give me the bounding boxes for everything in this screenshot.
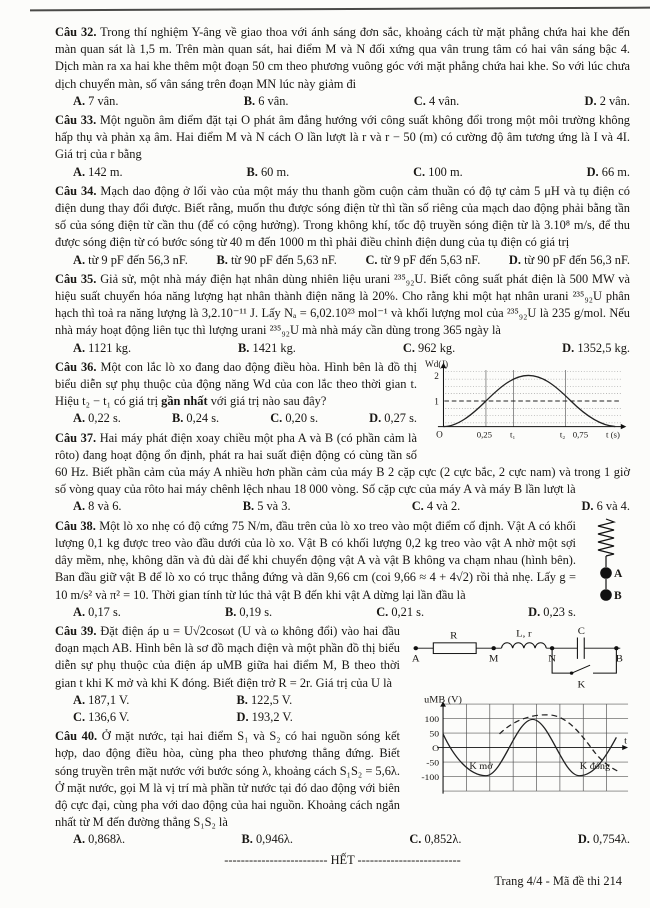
- y-axis-label: uMB (V): [424, 694, 462, 706]
- question-34: [55, 183, 630, 269]
- option-d: D. 2 vân.: [584, 93, 630, 108]
- option-c: C. 4 vân.: [413, 93, 460, 108]
- option-a: A. 0,17 s.: [73, 604, 121, 619]
- option-c: C. 0,20 s.: [270, 411, 319, 426]
- spring-two-masses-figure: [584, 518, 630, 615]
- option-a: A. 0,22 s.: [73, 411, 121, 426]
- page-top-rule: [30, 7, 650, 12]
- question-37-text: Câu 37. Hai máy phát điện xoay chiều một pha A và B (có phần cảm là rôto) đang hoạt động ổn định, phát ra hai suất điện động có cùng tần số 60 Hz. Biết phần cảm của máy A nhiều hơn phần cảm của máy B 2 cặp cực (2 cực bắc, 2 cực nam) và trong 1 giờ số vòng quay của rôto hai máy chênh lệch nhau 18 000 vòng. Số cặp cực của máy A và máy B lần lượt là: [55, 430, 630, 497]
- question-35: [55, 271, 630, 357]
- question-40-options: [55, 831, 630, 848]
- question-33-label: Câu 33.: [55, 113, 97, 128]
- y-tick-neg50: -50: [426, 757, 440, 768]
- spring-coil: [598, 519, 614, 556]
- resistor-box: [433, 643, 476, 654]
- question-35-options: [55, 340, 630, 357]
- question-35-label: Câu 35.: [55, 271, 97, 286]
- question-36-text: Câu 36. Một con lắc lò xo đang dao động điều hòa. Hình bên là đồ thị biểu diễn sự phụ thuộc của động năng Wd của con lắc theo thời gian t. Hiệu t₂ − t₁ có giá trị gần nhất với giá trị nào sau đây?: [55, 359, 418, 409]
- question-38-options: [55, 604, 576, 621]
- question-32-options: [55, 93, 630, 110]
- x-tick-t2: t₂: [559, 429, 566, 440]
- question-38-label: Câu 38.: [55, 518, 96, 533]
- option-b: B. 0,24 s.: [171, 411, 220, 426]
- question-34-options: [55, 252, 630, 269]
- question-39-figures: [408, 625, 630, 797]
- mass-b-ball: [600, 589, 612, 601]
- inductor-coil: [501, 643, 546, 648]
- het-text: HẾT: [330, 852, 355, 867]
- question-36-label: Câu 36.: [55, 359, 97, 374]
- switch-label: K: [577, 679, 586, 691]
- question-40-text: Câu 40. Ở mặt nước, tại hai điểm S₁ và S₂ có hai nguồn sóng kết hợp, dao động điều hòa, cùng pha theo phương thẳng đứng. Biết sóng truyền trên mặt nước với bước sóng λ, khoảng cách S₁S₂ = 5,6λ. Ở mặt nước, gọi M là vị trí mà phần tử nước tại đó dao động với biên độ cực đại, cùng pha với dao động của hai nguồn. Khoảng cách ngắn nhất từ M đến đường thẳng S₁S₂ là: [55, 729, 400, 830]
- resistor-label: R: [450, 630, 458, 642]
- option-c: C. 4 và 2.: [411, 499, 461, 514]
- mass-a-label: A: [614, 567, 623, 580]
- option-a: A. 187,1 V.: [73, 692, 130, 707]
- node-a-dot: [414, 646, 418, 650]
- option-c: C. 0,852λ.: [409, 832, 462, 847]
- question-33-text: Câu 33. Một nguồn âm điểm đặt tại O phát âm đẳng hướng với công suất không đổi trong một môi trường không hấp thụ và phản xạ âm. Hai điểm M và N cách O lần lượt là r và r − 50 (m) có cường độ âm tương ứng là I và 4I. Giá trị của r bằng: [55, 113, 630, 162]
- node-a-label: A: [411, 653, 420, 665]
- option-c: C. từ 9 pF đến 5,63 nF.: [365, 252, 481, 267]
- k-closed-label: K đóng: [579, 761, 611, 772]
- option-a: A. 7 vân.: [73, 93, 119, 108]
- x-axis-arrow: [621, 424, 627, 429]
- option-a: A. từ 9 pF đến 56,3 nF.: [73, 252, 188, 267]
- y-axis-label: Wd(J): [425, 359, 449, 370]
- capacitor-label: C: [577, 626, 585, 637]
- x-tick-025: 0,25: [476, 429, 493, 440]
- option-a: A. 1121 kg.: [73, 340, 132, 355]
- switch-pivot-dot: [570, 671, 574, 674]
- option-a: A. 8 và 6.: [73, 499, 122, 514]
- mass-a-ball: [600, 567, 612, 579]
- option-b: B. 1421 kg.: [238, 340, 296, 355]
- option-c: C. 136,6 V.: [73, 709, 130, 724]
- x-tick-t1: t₁: [509, 429, 516, 440]
- rlc-circuit-diagram: [408, 625, 630, 691]
- wd-vs-t-chart: [425, 359, 630, 443]
- option-c: C. 100 m.: [413, 164, 463, 179]
- question-39-text: Câu 39. Đặt điện áp u = U√2cosωt (U và ω không đổi) vào hai đầu đoạn mạch AB. Hình bên là sơ đồ mạch điện và một phần đồ thị biểu diễn sự phụ thuộc của điện áp uMB giữa hai điểm M, B theo thời gian t khi K mở và khi K đóng. Biết điện trở R = 2r. Giá trị của U là: [55, 623, 400, 690]
- y-tick-50: 50: [429, 728, 440, 739]
- y-tick-100: 100: [424, 714, 440, 724]
- question-34-label: Câu 34.: [55, 183, 97, 198]
- option-d: D. 193,2 V.: [236, 709, 293, 724]
- option-d: D. 6 và 4.: [581, 499, 630, 514]
- question-33-options: [55, 164, 630, 181]
- node-m-label: M: [488, 653, 499, 665]
- question-39-label: Câu 39.: [55, 623, 97, 638]
- inductor-label: L, r: [516, 628, 532, 640]
- question-32-text: Câu 32. Trong thí nghiệm Y-âng về giao thoa với ánh sáng đơn sắc, khoảng cách từ mặt phẳng chứa hai khe đến màn quan sát là 1,5 m. Trên màn quan sát, hai điểm M và N đối xứng qua vân trung tâm có hai vân sáng bậc 4. Dịch màn ra xa hai khe thêm một đoạn 50 cm theo phương vuông góc với mặt phẳng chứa hai khe. So với lúc chưa dịch chuyển màn, số vân sáng trên đoạn MN lúc này giảm đi: [55, 25, 630, 91]
- question-37-label: Câu 37.: [55, 430, 97, 445]
- question-32-label: Câu 32.: [55, 25, 97, 39]
- question-33: [55, 112, 630, 181]
- node-m-dot: [491, 646, 495, 650]
- capacitor-plates: [577, 637, 584, 658]
- end-marker: ------------------------- HẾT -------------------------: [224, 852, 461, 867]
- kinetic-energy-graph: [425, 359, 630, 448]
- umb-voltage-graph: [408, 693, 630, 797]
- option-b: B. từ 90 pF đến 5,63 nF.: [216, 252, 337, 267]
- option-c: C. 0,21 s.: [376, 604, 425, 619]
- node-n-dot: [550, 646, 554, 650]
- question-38-text: Câu 38. Một lò xo nhẹ có độ cứng 75 N/m, đầu trên của lò xo treo vào một điểm cố định. Vật A có khối lượng 0,1 kg được treo vào đầu dưới của lò xo. Vật B có khối lượng 0,2 kg treo vào vật A nhờ một sợi dây mềm, nhẹ, không dãn và đủ dài để khi chuyển động vật A và vật B không va chạm nhau (hình bên). Ban đầu giữ vật B để lò xo có trục thẳng đứng và dãn 9,66 cm (coi 9,66 ≈ 4 + 4√2) rồi thả nhẹ. Lấy g = 10 m/s² và π² = 10. Thời gian tính từ lúc thả vật B đến khi vật A dừng lại lần đầu là: [55, 518, 576, 602]
- option-b: B. 6 vân.: [243, 93, 289, 108]
- option-b: B. 122,5 V.: [236, 692, 293, 707]
- option-b: B. 0,946λ.: [241, 832, 293, 847]
- option-d: D. 0,754λ.: [577, 832, 630, 847]
- question-34-text: Câu 34. Mạch dao động ở lối vào của một máy thu thanh gồm cuộn cảm thuần có độ tự cảm 5 μH và tụ điện có điện dung thay đổi được. Biết rằng, muốn thu được sóng điện từ thì tần số riêng của mạch dao động phải bằng tần số của sóng điện từ cần thu (để có cộng hưởng). Trong không khí, tốc độ truyền sóng điện từ là 3.10⁸ m/s, để thu được sóng điện từ có bước sóng từ 40 m đến 1000 m thì phải điều chỉnh điện dung của tụ điện có giá trị: [55, 183, 630, 250]
- question-32: [55, 24, 630, 110]
- option-a: A. 142 m.: [73, 164, 123, 179]
- option-d: D. 1352,5 kg.: [562, 340, 630, 355]
- option-d: D. 0,23 s.: [528, 604, 576, 619]
- k-open-label: K mở: [469, 761, 493, 772]
- y-tick-2: 2: [434, 370, 439, 381]
- x-axis-label: t: [624, 735, 628, 746]
- y-tick-1: 1: [434, 396, 439, 407]
- option-c: C. 962 kg.: [402, 340, 456, 355]
- x-axis-label: t (s): [605, 429, 620, 440]
- option-b: B. 0,19 s.: [224, 604, 273, 619]
- origin-label: O: [436, 429, 443, 440]
- option-b: B. 60 m.: [246, 164, 290, 179]
- option-d: D. 0,27 s.: [369, 411, 417, 426]
- question-35-text: Câu 35. Giả sử, một nhà máy điện hạt nhân dùng nhiên liệu urani ²³⁵₉₂U. Biết công suất phát điện là 500 MW và hiệu suất chuyển hóa năng lượng hạt nhân thành điện năng là 20%. Cho rằng khi một hạt nhân urani ²³⁵₉₂U phân hạch thì toả ra năng lượng là 3,2.10⁻¹¹ J. Lấy Nₐ = 6,02.10²³ mol⁻¹ và khối lượng mol của ²³⁵₉₂U là 235 g/mol. Nếu nhà máy hoạt động liên tục thì lượng urani ²³⁵₉₂U mà nhà máy cần dùng trong 365 ngày là: [55, 271, 630, 338]
- node-b-label: B: [615, 653, 623, 665]
- x-tick-075: 0,75: [572, 429, 589, 440]
- spring-figure: [584, 518, 630, 610]
- y-tick-neg100: -100: [421, 772, 440, 782]
- option-a: A. 0,868λ.: [73, 832, 126, 847]
- question-40-label: Câu 40.: [55, 729, 98, 744]
- question-37-options: [55, 498, 630, 515]
- node-b-dot: [614, 646, 618, 650]
- page-number-info: Trang 4/4 - Mã đề thi 214: [494, 873, 622, 888]
- option-d: D. từ 90 pF đến 56,3 nF.: [508, 252, 630, 267]
- option-b: B. 5 và 3.: [242, 499, 291, 514]
- question-39-options: [55, 692, 400, 726]
- question-36-options: [55, 410, 417, 427]
- origin-label: O: [432, 743, 440, 753]
- question-38: [55, 518, 630, 621]
- option-d: D. 66 m.: [586, 164, 630, 179]
- node-n-label: N: [548, 653, 556, 665]
- mass-b-label: B: [614, 589, 622, 602]
